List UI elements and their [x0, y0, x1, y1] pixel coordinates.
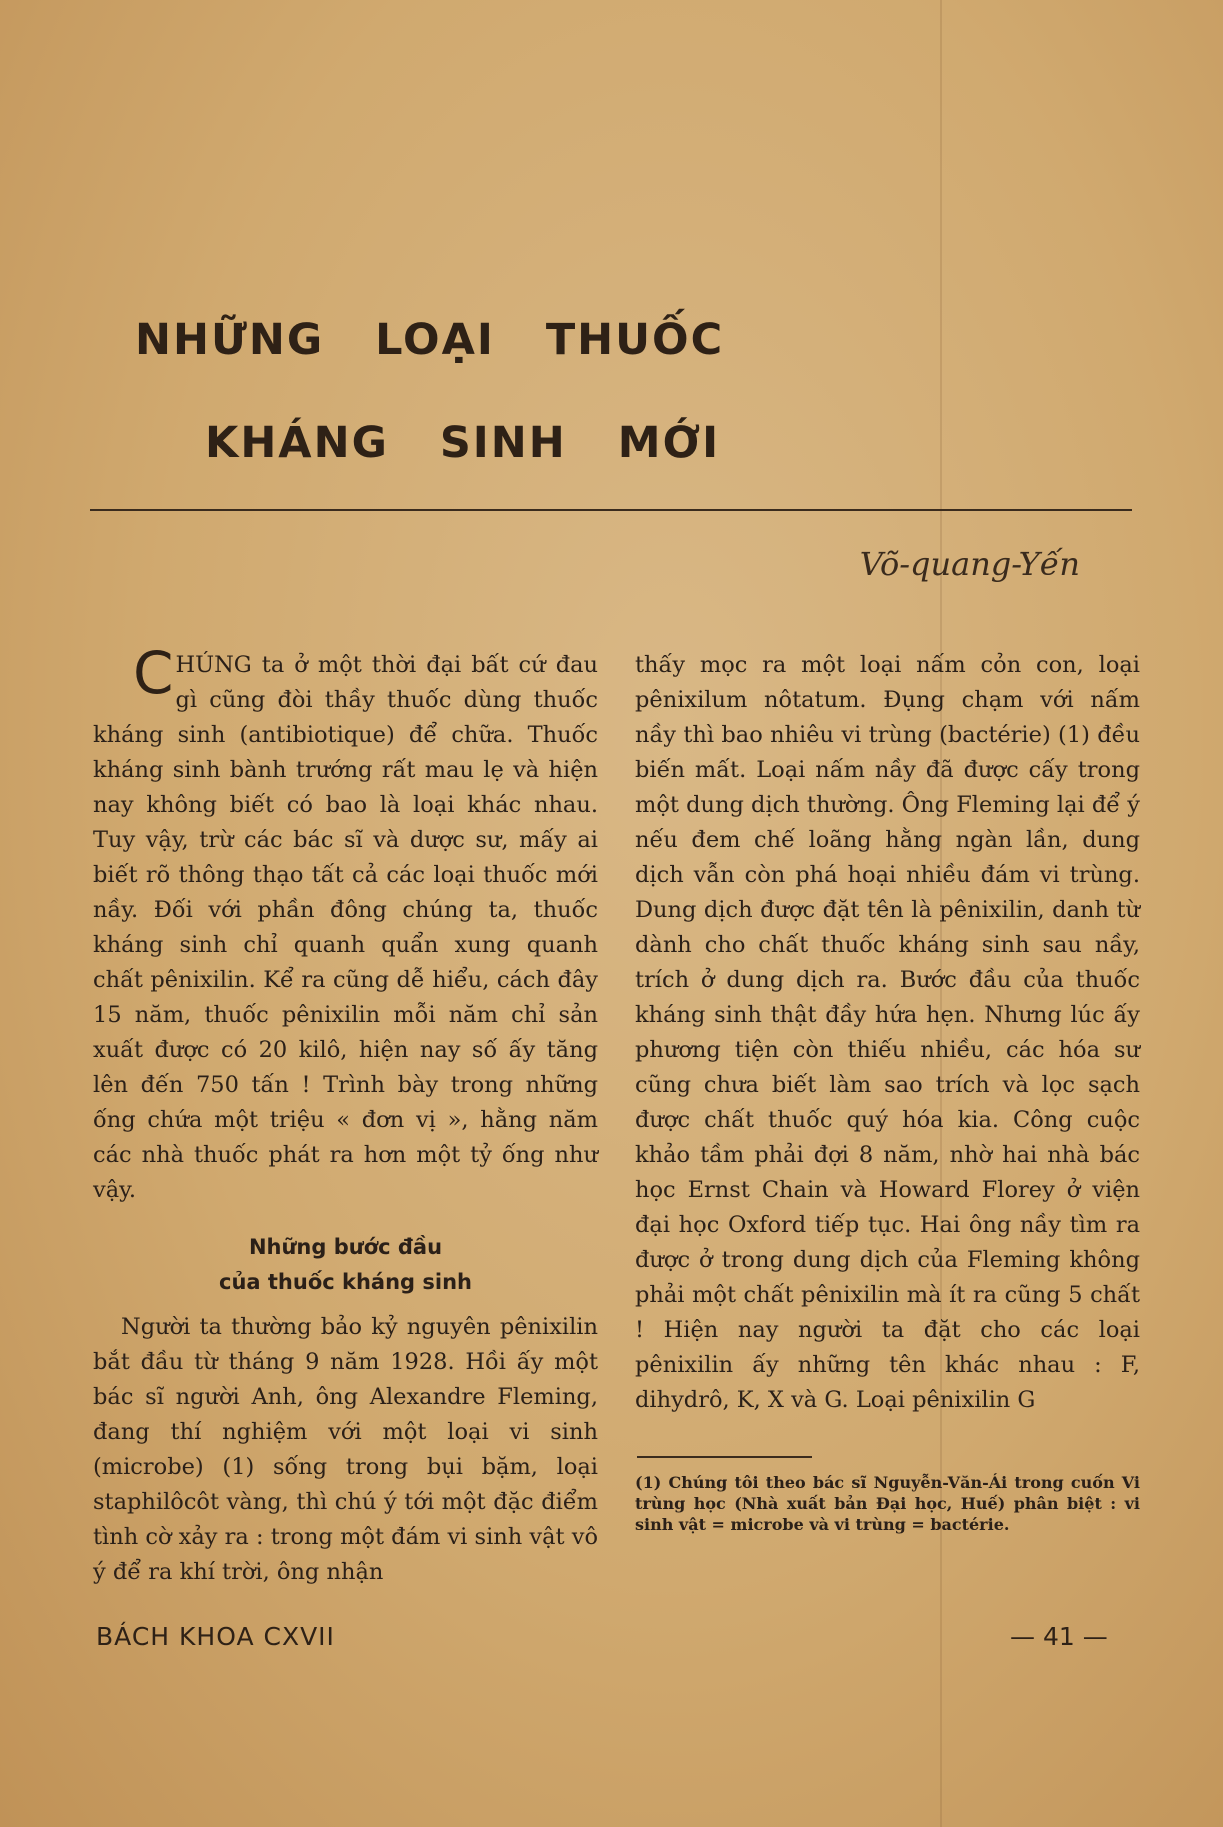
right-column: [635, 648, 1140, 1535]
page-number: — 41 —: [1010, 1622, 1108, 1651]
title-line-1: NHỮNG LOẠI THUỐC: [135, 315, 725, 365]
drop-cap: C: [133, 639, 174, 707]
subheading-line-2: của thuốc kháng sinh: [219, 1270, 472, 1294]
publication-footer: BÁCH KHOA CXVII: [96, 1622, 335, 1651]
left-column: [93, 639, 598, 1590]
section-subheading: [93, 1230, 598, 1300]
subheading-line-1: Những bước đầu: [248, 1235, 443, 1259]
intro-paragraph: [93, 639, 598, 1208]
footnote: (1) Chúng tôi theo bác sĩ Nguyễn-Văn-Ái trong cuốn Vi trùng học (Nhà xuất bản Đại học, Huế) phân biệt : vi sinh vật = microbe và vi trùng = bactérie.: [635, 1473, 1140, 1534]
author-signature: Võ-quang-Yến: [859, 545, 1080, 583]
title-divider: [90, 509, 1132, 511]
continuation-paragraph: thấy mọc ra một loại nấm cỏn con, loại pênixilum nôtatum. Đụng chạm với nấm nầy thì bao nhiêu vi trùng (bactérie) (1) đều biến mất. Loại nấm nầy đã được cấy trong một dung dịch thường. Ông Fleming lại để ý nếu đem chế loãng hằng ngàn lần, dung dịch vẫn còn phá hoại nhiều đám vi trùng. Dung dịch được đặt tên là pênixilin, danh từ dành cho chất thuốc kháng sinh sau nầy, trích ở dung dịch ra. Bước đầu của thuốc kháng sinh thật đầy hứa hẹn. Nhưng lúc ấy phương tiện còn thiếu nhiều, các hóa sư cũng chưa biết làm sao trích và lọc sạch được chất thuốc quý hóa kia. Công cuộc khảo tầm phải đợi 8 năm, nhờ hai nhà bác học Ernst Chain và Howard Florey ở viện đại học Oxford tiếp tục. Hai ông nầy tìm ra được ở trong dung dịch của Fleming không phải một chất pênixilin mà ít ra cũng 5 chất ! Hiện nay người ta đặt cho các loại pênixilin ấy những tên khác nhau : F, dihydrô, K, X và G. Loại pênixilin G: [635, 652, 1140, 1413]
history-paragraph: Người ta thường bảo kỷ nguyên pênixilin bắt đầu từ tháng 9 năm 1928. Hồi ấy một bác sĩ người Anh, ông Alexandre Fleming, đang thí nghiệm với một loại vi sinh (microbe) (1) sống trong bụi bặm, loại staphilôcôt vàng, thì chú ý tới một đặc điểm tình cờ xảy ra : trong một đám vi sinh vật vô ý để ra khí trời, ông nhận: [93, 1314, 598, 1585]
footnote-divider: [637, 1456, 812, 1458]
title-line-2: KHÁNG SINH MỚI: [205, 418, 721, 468]
intro-text: HÚNG ta ở một thời đại bất cứ đau gì cũng đòi thầy thuốc dùng thuốc kháng sinh (antibiotique) để chữa. Thuốc kháng sinh bành trướng rất mau lẹ và hiện nay không biết có bao là loại khác nhau. Tuy vậy, trừ các bác sĩ và dược sư, mấy ai biết rõ thông thạo tất cả các loại thuốc mới nầy. Đối với phần đông chúng ta, thuốc kháng sinh chỉ quanh quẩn xung quanh chất pênixilin. Kể ra cũng dễ hiểu, cách đây 15 năm, thuốc pênixilin mỗi năm chỉ sản xuất được có 20 kilô, hiện nay số ấy tăng lên đến 750 tấn ! Trình bày trong những ống chứa một triệu « đơn vị », hằng năm các nhà thuốc phát ra hơn một tỷ ống như vậy.: [93, 652, 598, 1203]
